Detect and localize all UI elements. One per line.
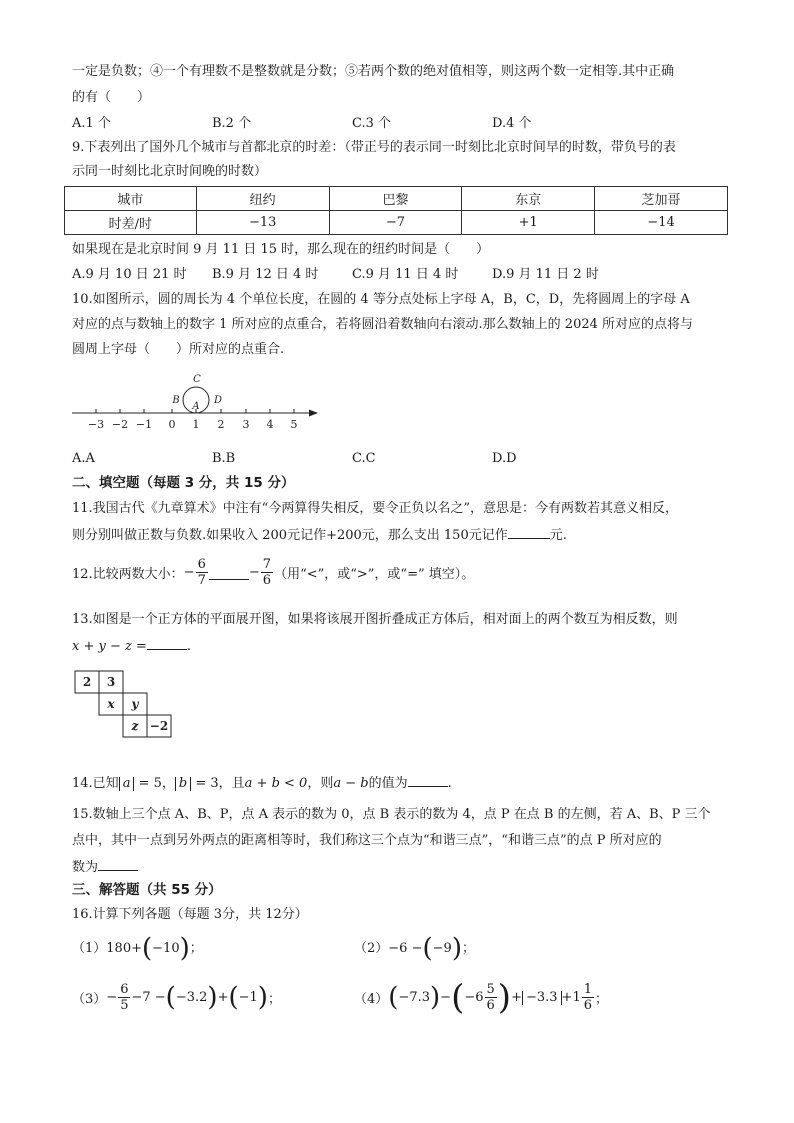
q16-part2: [354, 933, 475, 964]
operator: +: [511, 990, 522, 1005]
q12-answer-blank[interactable]: [209, 565, 249, 580]
part-end: ；: [461, 941, 475, 956]
tick-label: −1: [135, 418, 153, 431]
table-cell: 时差/时: [65, 211, 197, 235]
tick-label: 4: [266, 418, 274, 431]
q9-line2: 示同一时刻比北京时间晚的时数）: [72, 164, 268, 179]
part-end: ；: [189, 941, 203, 956]
net-value: z: [131, 719, 139, 733]
paren-close: ): [430, 982, 441, 1013]
q16-intro: 16.计算下列各题（每题 3分，共 12分）: [72, 907, 308, 922]
part-label: （3）: [72, 992, 107, 1007]
q16-part1: [72, 933, 203, 964]
fraction: [196, 557, 208, 588]
paren-close: ): [179, 933, 190, 964]
table-cell: −13: [196, 211, 329, 235]
abs-value: −3.3: [522, 991, 562, 1005]
part-label: （4）: [354, 992, 389, 1007]
q9-line1: 9.下表列出了国外几个城市与首都北京的时差：（带正号的表示同一时刻比北京时间早的时数，带负号的表: [72, 140, 676, 155]
q15-line2: 点中，其中一点到另外两点的距离相等时，我们称这三个点为“和谐三点”，“和谐三点”的点 P 所对应的: [72, 833, 662, 848]
circle-label-d: D: [213, 395, 223, 406]
denominator: 6: [486, 998, 495, 1013]
q15-text: 数为: [72, 860, 99, 875]
q10-line3: 圆周上字母（ ）所对应的点重合.: [72, 342, 285, 357]
q8-line1: 一定是负数；④一个有理数不是整数就是分数；⑤若两个数的绝对值相等，则这两个数一定相等.其中正确: [72, 64, 675, 79]
q10-option-c[interactable]: C.C: [352, 451, 376, 466]
q12-tail: （用“<”，或“>”，或“=” 填空）。: [274, 567, 475, 582]
expression: −7.3: [398, 990, 431, 1005]
q14-expression: a − b: [333, 776, 369, 791]
q14-post: 的值为: [368, 776, 408, 791]
paren-open: (: [451, 977, 465, 1018]
paren-close: ): [257, 982, 268, 1013]
q15-answer-blank[interactable]: [98, 856, 138, 871]
denominator: 6: [583, 998, 592, 1013]
expression: −6 −: [388, 941, 423, 956]
q14-eq1: = 5，: [138, 776, 175, 791]
q11-line1: 11.我国古代《九章算术》中注有“今两算得失相反，要令正负以名之”，意思是：今有两数若其意义相反，: [72, 501, 678, 516]
net-value: y: [131, 697, 139, 711]
axis-arrow-icon: [309, 410, 318, 417]
table-row: [65, 187, 728, 211]
numerator: 1: [583, 982, 592, 997]
q8-option-c[interactable]: C.3 个: [352, 116, 392, 131]
paren-close: ): [207, 982, 218, 1013]
numerator: 7: [262, 557, 272, 572]
q9-option-c[interactable]: C.9 月 11 日 4 时: [352, 267, 459, 282]
q8-line2: 的有（ ）: [72, 90, 151, 105]
q15-line3: [72, 856, 138, 878]
expression: +1: [561, 990, 581, 1005]
tick-label: −2: [111, 418, 129, 431]
part-end: ；: [595, 992, 609, 1007]
abs-b: b: [175, 777, 191, 791]
tick-label: −3: [87, 418, 105, 431]
expression: −9: [432, 941, 452, 956]
q9-option-b[interactable]: B.9 月 12 日 4 时: [212, 267, 319, 282]
table-cell: 东京: [462, 187, 595, 211]
q12-line: [72, 557, 474, 588]
expression: −6: [464, 990, 484, 1005]
part-end: ；: [267, 992, 281, 1007]
expression: 180+: [106, 941, 142, 956]
q12-label: 12.比较两数大小：: [72, 567, 184, 582]
minus-sign: −: [183, 565, 195, 580]
q10-option-b[interactable]: B.B: [212, 451, 236, 466]
denominator: 6: [262, 573, 272, 588]
circle-label-b: B: [172, 395, 180, 406]
q13-answer-blank[interactable]: [147, 635, 187, 650]
q10-option-d[interactable]: D.D: [492, 451, 517, 466]
expression: −7 −: [131, 990, 166, 1005]
q14-eq2: = 3，且: [195, 776, 245, 791]
fraction: [582, 982, 594, 1013]
expression: −3.2: [175, 990, 208, 1005]
denominator: 7: [197, 573, 206, 588]
section3-title: 三、解答题（共 55 分）: [72, 882, 222, 898]
tick-label: 2: [217, 418, 225, 431]
number-line-figure: [68, 368, 328, 434]
table-cell: 纽约: [196, 187, 329, 211]
numerator: 6: [197, 557, 206, 572]
numerator: 5: [486, 982, 495, 997]
q13-expression: x + y − z =: [72, 639, 147, 654]
fraction: [118, 982, 130, 1013]
tick-label: 0: [168, 418, 176, 431]
q10-line2: 对应的点与数轴上的数字 1 所对应的点重合，若将圆沿着数轴向右滚动.那么数轴上的 2024 所对应的点将与: [72, 317, 694, 332]
q14-condition: a + b < 0: [244, 776, 308, 791]
tick-label: 1: [192, 418, 200, 431]
q11-text-end: 元.: [549, 528, 567, 543]
table-row: [65, 211, 728, 235]
q13-line2: x + y − z = .: [72, 635, 191, 657]
net-value: 2: [82, 675, 92, 689]
operator: +: [217, 990, 229, 1005]
cube-net-figure: [72, 668, 178, 748]
paren-open: (: [228, 982, 239, 1013]
table-cell: −7: [329, 211, 462, 235]
q9-option-a[interactable]: A.9 月 10 日 21 时: [72, 267, 187, 282]
fraction: [261, 557, 273, 588]
paren-open: (: [142, 933, 153, 964]
part-label: （2）: [354, 941, 389, 956]
expression: −1: [238, 990, 258, 1005]
circle-label-c: C: [193, 374, 201, 385]
q8-option-a[interactable]: A.1 个: [72, 116, 111, 131]
numerator: 6: [120, 982, 129, 997]
paren-close: ): [451, 933, 462, 964]
q11-answer-blank[interactable]: [508, 524, 550, 539]
fraction: [485, 982, 497, 1013]
abs-a: a: [119, 777, 135, 791]
table-cell: 巴黎: [329, 187, 462, 211]
q8-option-d[interactable]: D.4 个: [492, 116, 532, 131]
q14-line: 14.已知 a = 5， b = 3，且a + b < 0，则a − b的值为 .: [72, 772, 452, 794]
q14-answer-blank[interactable]: [408, 772, 448, 787]
q9-option-d[interactable]: D.9 月 11 日 2 时: [492, 267, 599, 282]
q9-question: 如果现在是北京时间 9 月 11 日 15 时，那么现在的纽约时间是（ ）: [72, 242, 490, 257]
denominator: 5: [120, 998, 129, 1013]
minus-sign: −: [106, 990, 118, 1005]
table-cell: 芝加哥: [595, 187, 728, 211]
q11-text: 则分别叫做正数与负数.如果收入 200元记作+200元，那么支出 150元记作: [72, 528, 508, 543]
q10-line1: 10.如图所示，圆的周长为 4 个单位长度，在圆的 4 等分点处标上字母 A，B，C，D，先将圆周上的字母 A: [72, 292, 690, 307]
paren-open: (: [388, 982, 399, 1013]
circle-label-a: A: [192, 401, 200, 412]
paren-open: (: [165, 982, 176, 1013]
q15-line1: 15.数轴上三个点 A、B、P，点 A 表示的数为 0，点 B 表示的数为 4，点 P 在点 B 的左侧，若 A、B、P 三个: [72, 807, 711, 822]
q14-mid: ，则: [307, 776, 334, 791]
paren-close: ): [497, 977, 512, 1018]
table-cell: −14: [595, 211, 728, 235]
paren-open: (: [422, 933, 433, 964]
table-cell: +1: [462, 211, 595, 235]
q16-part4: [354, 977, 609, 1018]
operator: −: [440, 990, 452, 1005]
q14-label: 14.已知: [72, 776, 119, 791]
net-value: −2: [149, 719, 169, 733]
net-value: 3: [106, 675, 116, 689]
time-difference-table: [64, 186, 728, 235]
net-value: x: [107, 697, 115, 711]
q8-option-b[interactable]: B.2 个: [212, 116, 252, 131]
tick-label: 3: [242, 418, 250, 431]
minus-sign: −: [248, 565, 260, 580]
q10-option-a[interactable]: A.A: [72, 451, 95, 466]
expression: −10: [152, 941, 180, 956]
q16-part3: [72, 982, 281, 1013]
q13-line1: 13.如图是一个正方体的平面展开图，如果将该展开图折叠成正方体后，相对面上的两个数互为相反数，则: [72, 612, 678, 627]
q11-line2: [72, 524, 567, 546]
table-cell: 城市: [65, 187, 197, 211]
section2-title: 二、填空题（每题 3 分，共 15 分）: [72, 475, 295, 491]
tick-label: 5: [290, 418, 298, 431]
part-label: （1）: [72, 941, 107, 956]
